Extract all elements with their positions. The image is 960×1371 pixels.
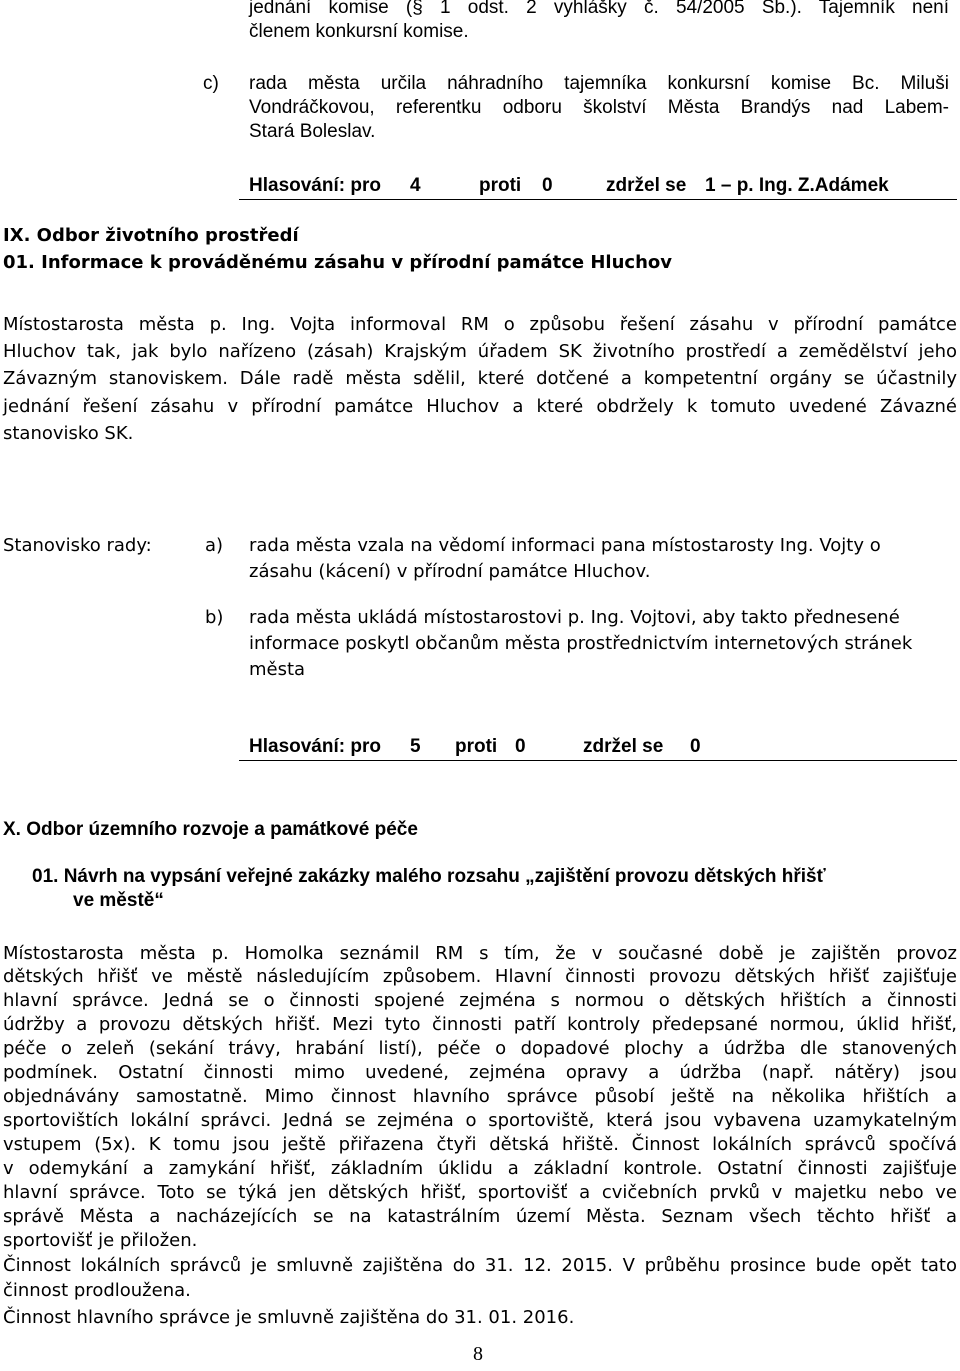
section-x-paragraph2-line-2: činnost prodloužena. xyxy=(3,1280,191,1301)
resolution-a-line-1: rada města vzala na vědomí informaci pana místostarosty Ing. Vojty o xyxy=(249,535,881,556)
item-c-line-2: Vondráčkovou, referentku odboru školství Města Brandýs nad Labem- xyxy=(249,97,949,118)
resolution-a-marker: a) xyxy=(205,535,224,556)
continuation-line-2: členem konkursní komise. xyxy=(249,21,469,42)
section-ix-paragraph-line-3: Závazným stanoviskem. Dále radě města sdělil, které dotčené a kompetentní orgány se účastnily xyxy=(3,368,957,389)
vote-underline-2 xyxy=(239,760,957,761)
section-x-paragraph-line-10: v odemykání a zamykání hřišť, základním úklidu a základní kontrole. Ostatní činnosti zajišťuje xyxy=(3,1158,957,1179)
section-x-paragraph-line-8: sportovištích lokální správci. Jedná se zejména o sportoviště, která jsou vybavena uzamykatelným xyxy=(3,1110,957,1131)
section-ix-paragraph-line-4: jednání řešení zásahu v přírodní památce Hluchov a které obdržely k tomuto uvedené Závazné xyxy=(3,396,957,417)
section-ix-paragraph-line-1: Místostarosta města p. Ing. Vojta informoval RM o způsobu řešení zásahu v přírodní památce xyxy=(3,314,957,335)
section-ix-heading: IX. Odbor životního prostředí xyxy=(3,225,299,246)
item-c-line-3: Stará Boleslav. xyxy=(249,121,376,142)
section-x-paragraph-line-7: objednávány samostatně. Mimo činnost hlavního správce působí ještě na několika hřištích a xyxy=(3,1086,957,1107)
page-number: 8 xyxy=(473,1343,483,1365)
resolution-b-line-2: informace poskytl občanům města prostřednictvím internetových stránek xyxy=(249,633,913,654)
vote-zdrzel-label: zdržel se xyxy=(606,175,687,196)
vote-zdrzel-label: zdržel se xyxy=(583,736,664,757)
vote-result-2 xyxy=(249,736,949,760)
section-x-item-title-line-2: ve městě“ xyxy=(73,890,164,911)
vote-proti-label: proti xyxy=(479,175,522,196)
section-x-paragraph-line-3: hlavní správce. Jedná se o činnosti spojené zejména s normou o dětských hřištích a činnosti xyxy=(3,990,957,1011)
vote-pro: 4 xyxy=(410,175,421,196)
vote-proti: 0 xyxy=(515,736,526,757)
section-x-paragraph-line-2: dětských hřišť ve městě následujícím způsobem. Hlavní činnosti provozu dětských hřišť zajišťuje xyxy=(3,966,957,987)
section-x-paragraph3-line-1: Činnost hlavního správce je smluvně zajištěna do 31. 01. 2016. xyxy=(3,1307,575,1328)
section-x-paragraph-line-12: správě Města a nacházejících se na katastrálním území Města. Seznam všech těchto hřišť a xyxy=(3,1206,957,1227)
vote-result-1 xyxy=(249,175,959,199)
section-x-paragraph-line-11: hlavní správce. Toto se týká jen dětských hřišť, sportovišť a cvičebních prvků v majetku nebo ve xyxy=(3,1182,957,1203)
section-ix-item-title: 01. Informace k prováděnému zásahu v přírodní památce Hluchov xyxy=(3,252,672,273)
stanovisko-label: Stanovisko rady: xyxy=(3,535,152,556)
section-x-item-title-line-1: 01. Návrh na vypsání veřejné zakázky malého rozsahu „zajištění provozu dětských hřišť xyxy=(32,866,826,887)
item-c-marker: c) xyxy=(203,73,219,94)
item-c-line-1: rada města určila náhradního tajemníka konkursní komise Bc. Miluši xyxy=(249,73,949,94)
resolution-b-line-3: města xyxy=(249,659,306,680)
vote-zdrzel: 1 – p. Ing. Z.Adámek xyxy=(705,175,889,196)
vote-label: Hlasování: pro xyxy=(249,736,381,757)
vote-underline-1 xyxy=(239,199,957,200)
section-ix-paragraph-line-5: stanovisko SK. xyxy=(3,423,134,444)
section-x-heading: X. Odbor územního rozvoje a památkové péče xyxy=(3,819,418,840)
section-x-paragraph-line-5: péče o zeleň (sekání trávy, hrabání listí), péče o dopadové plochy a údržba dle stanovených xyxy=(3,1038,957,1059)
section-x-paragraph-line-4: údržby a provozu dětských hřišť. Mezi tyto činnosti patří kontroly předepsané normou, úklid hřišť, xyxy=(3,1014,957,1035)
vote-pro: 5 xyxy=(410,736,421,757)
section-x-paragraph-line-1: Místostarosta města p. Homolka seznámil RM s tím, že v současné době je zajištěn provoz xyxy=(3,943,957,964)
resolution-b-line-1: rada města ukládá místostarostovi p. Ing. Vojtovi, aby takto přednesené xyxy=(249,607,900,628)
section-x-paragraph-line-6: podmínek. Ostatní činnosti mimo uvedené, zejména opravy a údržba (např. nátěry) jsou xyxy=(3,1062,957,1083)
vote-label: Hlasování: pro xyxy=(249,175,381,196)
section-x-paragraph-line-9: vstupem (5x). K tomu jsou ještě přiřazena čtyři dětská hřiště. Činnost lokálních správců spočívá xyxy=(3,1134,957,1155)
continuation-line-1: jednání komise (§ 1 odst. 2 vyhlášky č. 54/2005 Sb.). Tajemník není xyxy=(249,0,949,18)
section-x-paragraph2-line-1: Činnost lokálních správců je smluvně zajištěna do 31. 12. 2015. V průběhu prosince bude opět tato xyxy=(3,1255,957,1276)
resolution-a-line-2: zásahu (kácení) v přírodní památce Hluchov. xyxy=(249,561,651,582)
vote-proti-label: proti xyxy=(455,736,498,757)
section-x-paragraph-line-13: sportovišť je přiložen. xyxy=(3,1230,198,1251)
section-ix-paragraph-line-2: Hluchov tak, jak bylo nařízeno (zásah) Krajským úřadem SK životního prostředí a zemědělství jeho xyxy=(3,341,957,362)
vote-zdrzel: 0 xyxy=(690,736,701,757)
resolution-b-marker: b) xyxy=(205,607,224,628)
vote-proti: 0 xyxy=(542,175,553,196)
